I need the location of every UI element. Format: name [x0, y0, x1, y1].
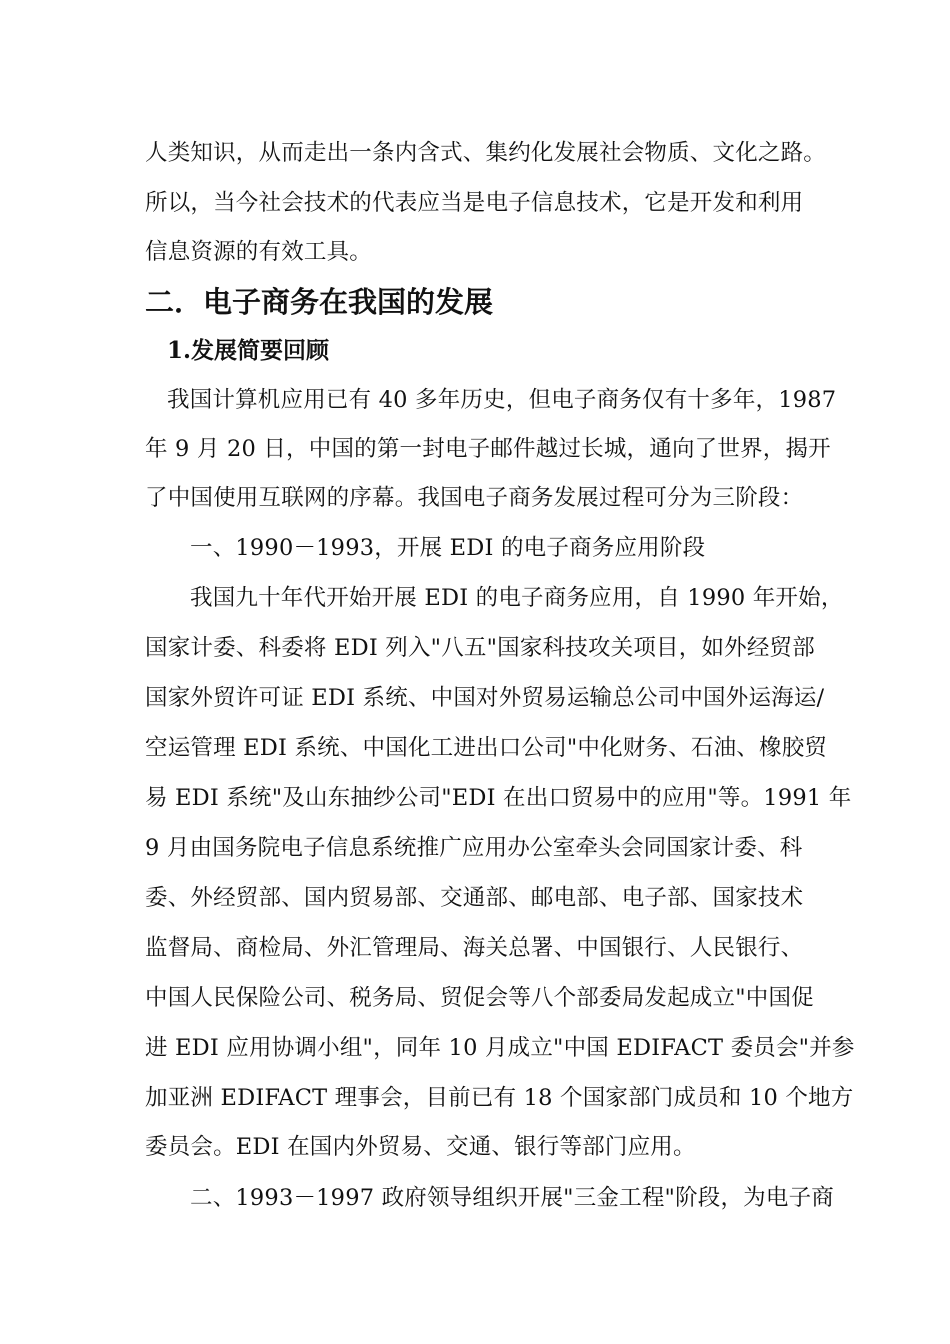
subsection-heading: 1.发展简要回顾: [167, 337, 330, 364]
history-line-3: 了中国使用互联网的序幕。我国电子商务发展过程可分为三阶段：: [145, 485, 804, 511]
stage1-line-10: 进 EDI 应用协调小组"，同年 10 月成立"中国 EDIFACT 委员会"并参: [145, 1035, 855, 1061]
stage1-line-2: 国家计委、科委将 EDI 列入"八五"国家科技攻关项目，如外经贸部: [145, 635, 815, 661]
stage1-line-1: 我国九十年代开始开展 EDI 的电子商务应用，自 1990 年开始，: [190, 585, 844, 611]
section-heading: 二．电子商务在我国的发展: [145, 285, 494, 319]
stage1-line-3: 国家外贸许可证 EDI 系统、中国对外贸易运输总公司中国外运海运/: [145, 685, 825, 711]
intro-line-3: 信息资源的有效工具。: [145, 239, 373, 265]
history-line-2: 年 9 月 20 日，中国的第一封电子邮件越过长城，通向了世界，揭开: [145, 436, 831, 462]
intro-line-2: 所以，当今社会技术的代表应当是电子信息技术，它是开发和利用: [145, 190, 804, 216]
stage1-line-9: 中国人民保险公司、税务局、贸促会等八个部委局发起成立"中国促: [145, 985, 814, 1011]
intro-line-1: 人类知识，从而走出一条内含式、集约化发展社会物质、文化之路。: [145, 140, 827, 166]
stage1-line-6: 9 月由国务院电子信息系统推广应用办公室牵头会同国家计委、科: [145, 835, 803, 861]
history-line-1: 我国计算机应用已有 40 多年历史，但电子商务仅有十多年，1987: [167, 387, 837, 413]
stage1-line-5: 易 EDI 系统"及山东抽纱公司"EDI 在出口贸易中的应用"等。1991 年: [145, 785, 852, 811]
stage1-line-11: 加亚洲 EDIFACT 理事会，目前已有 18 个国家部门成员和 10 个地方: [145, 1085, 854, 1111]
stage1-title: 一、1990－1993，开展 EDI 的电子商务应用阶段: [190, 535, 706, 561]
stage2-line: 二、1993－1997 政府领导组织开展"三金工程"阶段，为电子商: [190, 1185, 834, 1211]
stage1-line-8: 监督局、商检局、外汇管理局、海关总署、中国银行、人民银行、: [145, 935, 804, 961]
stage1-line-12: 委员会。EDI 在国内外贸易、交通、银行等部门应用。: [145, 1134, 696, 1160]
stage1-line-7: 委、外经贸部、国内贸易部、交通部、邮电部、电子部、国家技术: [145, 885, 804, 911]
stage1-line-4: 空运管理 EDI 系统、中国化工进出口公司"中化财务、石油、橡胶贸: [145, 735, 828, 761]
